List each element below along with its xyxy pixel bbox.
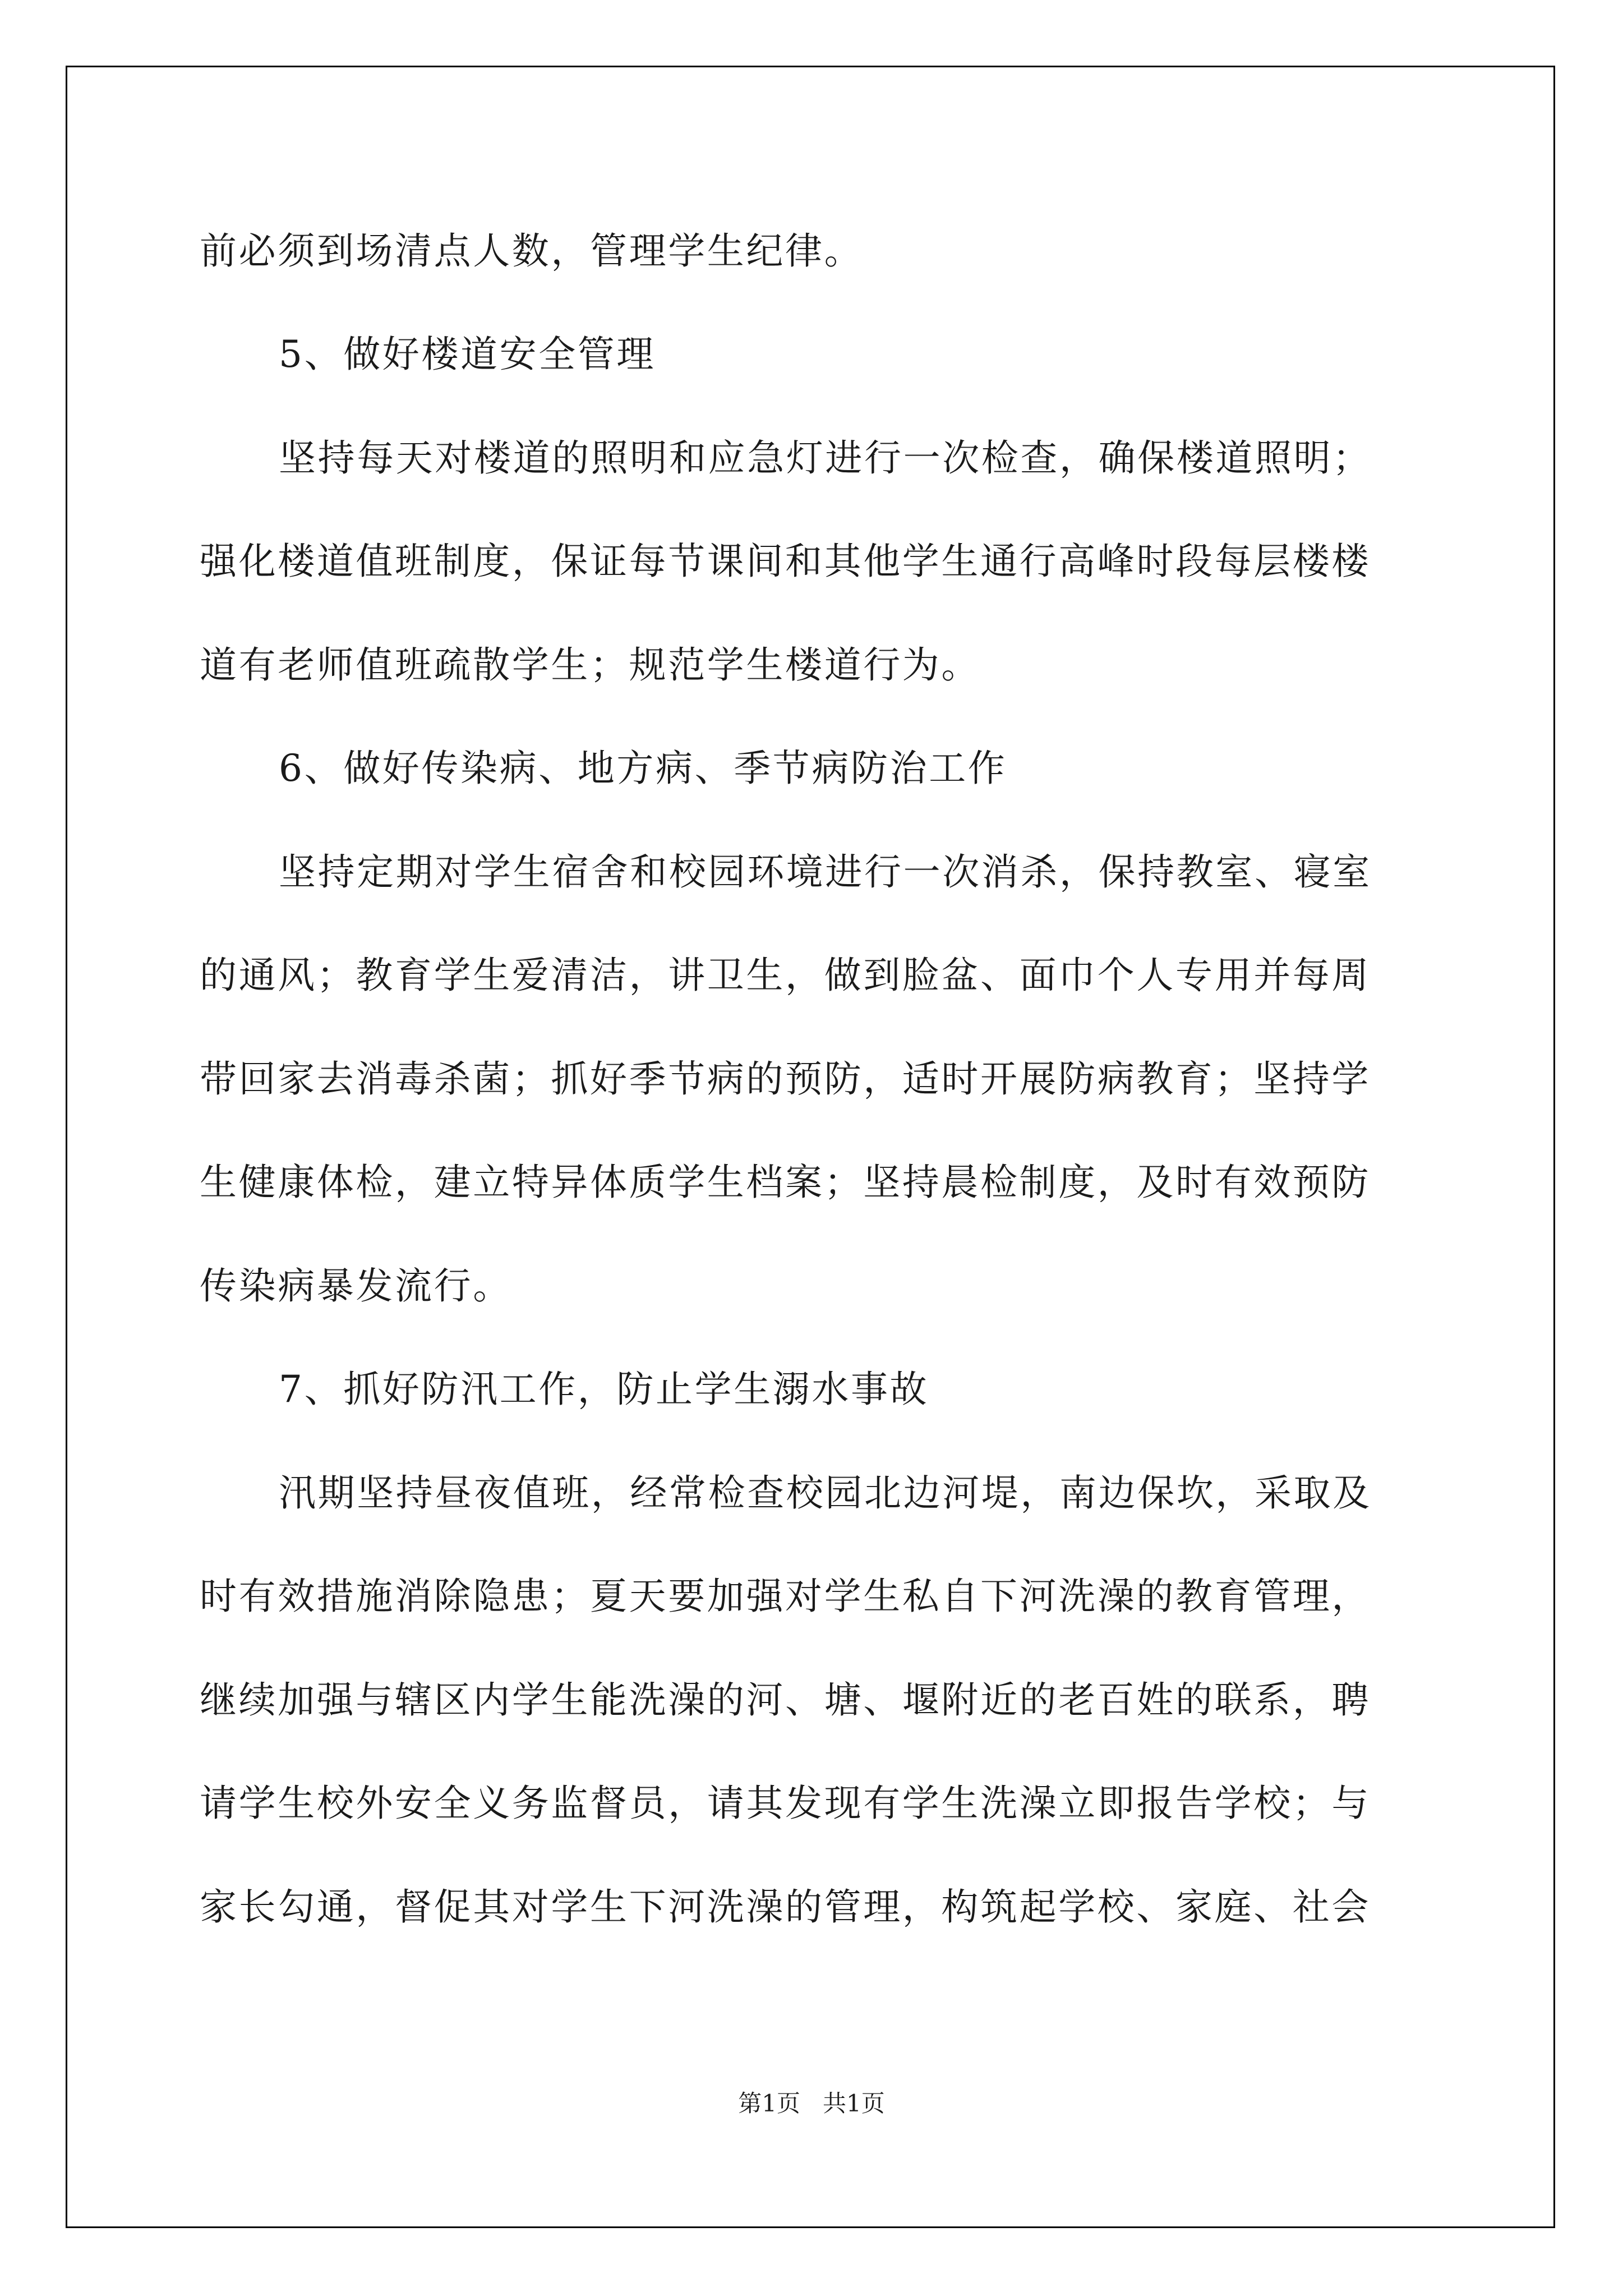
section-heading-7: 7、抓好防汛工作，防止学生溺水事故 xyxy=(279,1368,929,1411)
paragraph-line: 请学生校外安全义务监督员，请其发现有学生洗澡立即报告学校；与 xyxy=(200,1782,1371,1825)
paragraph-line: 带回家去消毒杀菌；抓好季节病的预防，适时开展防病教育；坚持学 xyxy=(200,1057,1371,1101)
paragraph-continuation: 前必须到场清点人数，管理学生纪律。 xyxy=(200,229,864,273)
paragraph-line: 生健康体检，建立特异体质学生档案；坚持晨检制度，及时有效预防 xyxy=(200,1161,1371,1204)
paragraph-line: 道有老师值班疏散学生；规范学生楼道行为。 xyxy=(200,643,980,687)
paragraph-line: 时有效措施消除隐患；夏天要加强对学生私自下河洗澡的教育管理， xyxy=(200,1575,1371,1618)
paragraph-line: 继续加强与辖区内学生能洗澡的河、塘、堰附近的老百姓的联系，聘 xyxy=(200,1678,1371,1722)
page-footer: 第1页 共1页 xyxy=(738,2090,885,2117)
paragraph-line: 汛期坚持昼夜值班，经常检查校园北边河堤，南边保坎，采取及 xyxy=(279,1471,1372,1515)
paragraph-line: 坚持每天对楼道的照明和应急灯进行一次检查，确保楼道照明； xyxy=(279,436,1372,480)
paragraph-line: 强化楼道值班制度，保证每节课间和其他学生通行高峰时段每层楼楼 xyxy=(200,540,1371,583)
paragraph-line: 的通风；教育学生爱清洁，讲卫生，做到脸盆、面巾个人专用并每周 xyxy=(200,954,1371,997)
paragraph-line: 家长勾通，督促其对学生下河洗澡的管理，构筑起学校、家庭、社会 xyxy=(200,1885,1371,1929)
section-heading-5: 5、做好楼道安全管理 xyxy=(279,333,656,376)
paragraph-line: 坚持定期对学生宿舍和校园环境进行一次消杀，保持教室、寝室 xyxy=(279,850,1372,894)
section-heading-6: 6、做好传染病、地方病、季节病防治工作 xyxy=(279,747,1007,790)
paragraph-line: 传染病暴发流行。 xyxy=(200,1264,512,1308)
